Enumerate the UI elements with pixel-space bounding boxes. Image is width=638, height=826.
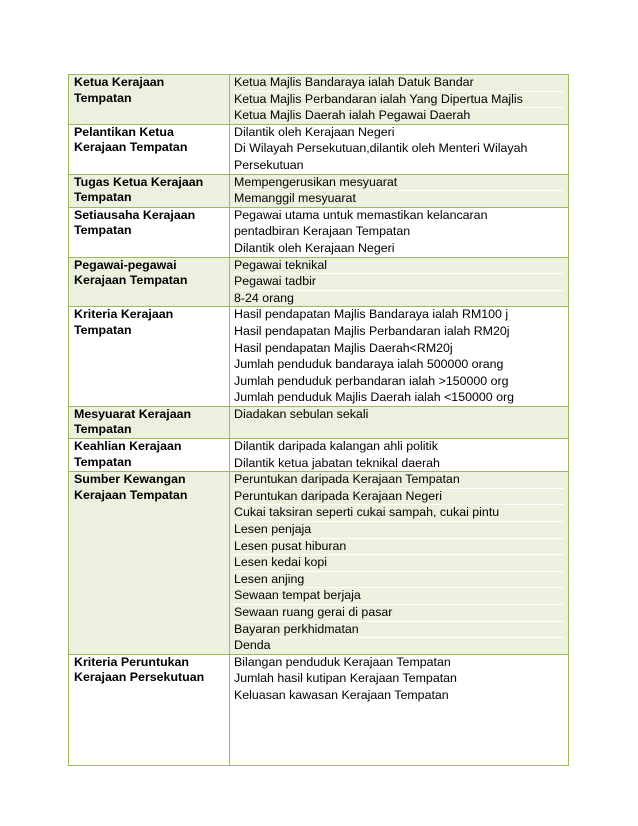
table-row <box>69 257 569 307</box>
row-heading-line: Kriteria Kerajaan <box>74 307 174 322</box>
row-heading <box>69 472 230 655</box>
row-heading <box>69 654 230 765</box>
table-row <box>69 75 569 125</box>
table-row <box>69 439 569 472</box>
detail-item: Jumlah hasil kutipan Kerajaan Tempatan <box>234 671 564 688</box>
detail-item: Lesen anjing <box>234 572 564 589</box>
detail-item: Cukai taksiran seperti cukai sampah, cukai pintu <box>234 505 564 522</box>
row-heading-line: Tempatan <box>74 190 132 205</box>
row-heading-line: Setiausaha Kerajaan <box>74 207 196 222</box>
local-government-table <box>68 74 569 766</box>
row-heading-line: Keahlian Kerajaan <box>74 439 182 454</box>
row-heading-line: Tempatan <box>74 454 132 469</box>
detail-item: Persekutuan <box>234 157 304 172</box>
detail-item: Hasil pendapatan Majlis Daerah<RM20j <box>234 341 564 358</box>
table-row <box>69 124 569 174</box>
row-details <box>230 257 569 307</box>
detail-item: Pegawai tadbir <box>234 274 564 291</box>
detail-item: Lesen kedai kopi <box>234 555 564 572</box>
row-heading-line: Ketua Kerajaan <box>74 75 165 89</box>
row-heading-line: Tempatan <box>74 223 132 238</box>
detail-item: Mempengerusikan mesyuarat <box>234 175 564 192</box>
row-details <box>230 472 569 655</box>
row-heading-line: Tugas Ketua Kerajaan <box>74 174 204 189</box>
detail-item: Pegawai teknikal <box>234 258 564 275</box>
detail-item: Dilantik daripada kalangan ahli politik <box>234 439 564 456</box>
row-details <box>230 207 569 257</box>
row-heading-line: Tempatan <box>74 90 132 105</box>
row-details <box>230 174 569 207</box>
detail-item: Jumlah penduduk bandaraya ialah 500000 orang <box>234 357 564 374</box>
row-heading-line: Mesyuarat Kerajaan <box>74 406 192 421</box>
detail-item: Denda <box>234 638 271 653</box>
row-heading-line: Kerajaan Tempatan <box>74 487 188 502</box>
detail-item: Memanggil mesyuarat <box>234 191 356 206</box>
row-heading-line: Kerajaan Persekutuan <box>74 670 205 685</box>
detail-item: Hasil pendapatan Majlis Bandaraya ialah RM100 j <box>234 307 564 324</box>
detail-item: pentadbiran Kerajaan Tempatan <box>234 224 564 241</box>
row-heading-line: Kerajaan Tempatan <box>74 273 188 288</box>
detail-item: Peruntukan daripada Kerajaan Negeri <box>234 489 564 506</box>
row-details <box>230 124 569 174</box>
detail-item: Ketua Majlis Daerah ialah Pegawai Daerah <box>234 108 471 123</box>
row-details <box>230 307 569 407</box>
table-body <box>69 75 569 766</box>
row-heading-line: Kerajaan Tempatan <box>74 140 188 155</box>
detail-item: Lesen penjaja <box>234 522 564 539</box>
detail-item: Bayaran perkhidmatan <box>234 622 564 639</box>
detail-item: Ketua Majlis Perbandaran ialah Yang Dipertua Majlis <box>234 92 564 109</box>
table-row <box>69 307 569 407</box>
row-details <box>230 654 569 765</box>
detail-item: Sewaan ruang gerai di pasar <box>234 605 564 622</box>
detail-item: Di Wilayah Persekutuan,dilantik oleh Menteri Wilayah <box>234 141 564 158</box>
row-heading-line: Pegawai-pegawai <box>74 257 177 272</box>
detail-item: Pegawai utama untuk memastikan kelancaran <box>234 208 564 225</box>
row-heading-line: Tempatan <box>74 322 132 337</box>
row-heading <box>69 174 230 207</box>
row-details <box>230 439 569 472</box>
table-row <box>69 472 569 655</box>
table-row <box>69 207 569 257</box>
row-heading-line: Sumber Kewangan <box>74 472 186 487</box>
row-heading <box>69 75 230 125</box>
row-heading <box>69 307 230 407</box>
table-row <box>69 174 569 207</box>
detail-item: Hasil pendapatan Majlis Perbandaran ialah RM20j <box>234 324 564 341</box>
detail-item: Bilangan penduduk Kerajaan Tempatan <box>234 655 564 672</box>
detail-item: Lesen pusat hiburan <box>234 539 564 556</box>
detail-item: Sewaan tempat berjaja <box>234 588 564 605</box>
row-heading-line: Pelantikan Ketua <box>74 124 174 139</box>
row-heading <box>69 406 230 438</box>
detail-item: Diadakan sebulan sekali <box>234 406 369 421</box>
table-row <box>69 406 569 438</box>
row-details <box>230 75 569 125</box>
row-heading-line: Tempatan <box>74 422 132 437</box>
detail-item: Dilantik oleh Kerajaan Negeri <box>234 240 395 255</box>
row-heading <box>69 124 230 174</box>
row-heading <box>69 207 230 257</box>
detail-item: Dilantik ketua jabatan teknikal daerah <box>234 455 440 470</box>
row-heading <box>69 257 230 307</box>
detail-item: Jumlah penduduk perbandaran ialah >150000 org <box>234 374 564 391</box>
row-details <box>230 406 569 438</box>
table-row <box>69 654 569 765</box>
row-heading <box>69 439 230 472</box>
detail-item: 8-24 orang <box>234 290 294 305</box>
detail-item: Dilantik oleh Kerajaan Negeri <box>234 125 564 142</box>
detail-item: Peruntukan daripada Kerajaan Tempatan <box>234 472 564 489</box>
row-heading-line: Kriteria Peruntukan <box>74 654 189 669</box>
detail-item: Ketua Majlis Bandaraya ialah Datuk Bandar <box>234 75 564 92</box>
detail-item: Keluasan kawasan Kerajaan Tempatan <box>234 687 449 702</box>
detail-item: Jumlah penduduk Majlis Daerah ialah <150000 org <box>234 390 515 405</box>
